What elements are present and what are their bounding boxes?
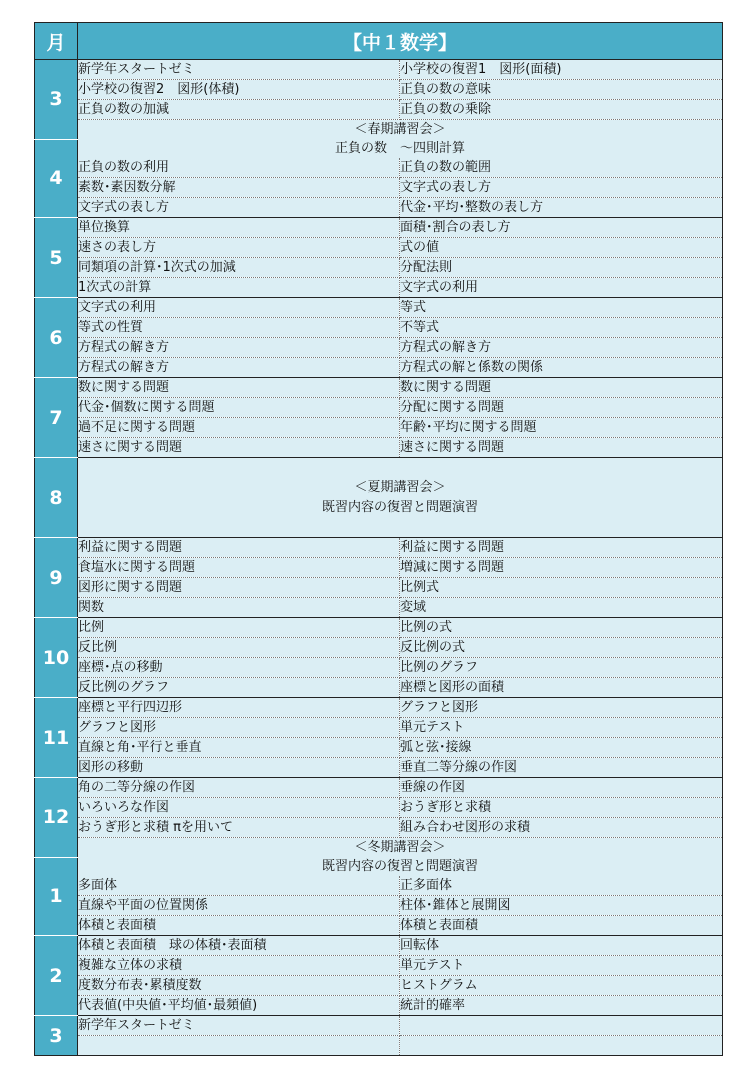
lesson-topic-right: 弧と弦･接線 xyxy=(400,738,723,758)
table-row xyxy=(35,80,723,100)
lesson-topic-left: いろいろな作図 xyxy=(78,798,400,818)
table-row xyxy=(35,598,723,618)
lesson-topic-right: 面積･割合の表し方 xyxy=(400,218,723,238)
lesson-topic-right: 増減に関する問題 xyxy=(400,558,723,578)
lesson-topic-left: 直線や平面の位置関係 xyxy=(78,896,400,916)
lesson-topic-left: 新学年スタートゼミ xyxy=(78,60,400,80)
lesson-topic-left: 文字式の表し方 xyxy=(78,198,400,218)
month-cell: 10 xyxy=(35,618,78,698)
lesson-topic-left: 新学年スタートゼミ xyxy=(78,1016,400,1036)
table-row xyxy=(35,198,723,218)
lesson-topic-right: 利益に関する問題 xyxy=(400,538,723,558)
table-row xyxy=(35,698,723,718)
lesson-topic-right: おうぎ形と求積 xyxy=(400,798,723,818)
lesson-topic-left: 図形に関する問題 xyxy=(78,578,400,598)
lesson-topic-right: 等式 xyxy=(400,298,723,318)
lesson-topic-left: 反比例のグラフ xyxy=(78,678,400,698)
lesson-topic-left: 利益に関する問題 xyxy=(78,538,400,558)
lesson-topic-left: 正負の数の加減 xyxy=(78,100,400,120)
lesson-topic-left: 度数分布表･累積度数 xyxy=(78,976,400,996)
table-row xyxy=(35,896,723,916)
lesson-topic-right: 数に関する問題 xyxy=(400,378,723,398)
table-row xyxy=(35,678,723,698)
lesson-topic-left: 素数･素因数分解 xyxy=(78,178,400,198)
lesson-topic-right: 小学校の復習1 図形(面積) xyxy=(400,60,723,80)
table-row xyxy=(35,738,723,758)
lesson-topic-left: 直線と角･平行と垂直 xyxy=(78,738,400,758)
table-header-row xyxy=(35,23,723,60)
lesson-topic-right: 反比例の式 xyxy=(400,638,723,658)
table-row xyxy=(35,618,723,638)
table-row xyxy=(35,358,723,378)
lesson-topic-right: 変域 xyxy=(400,598,723,618)
table-row xyxy=(35,876,723,896)
lesson-topic-right: 体積と表面積 xyxy=(400,916,723,936)
lesson-topic-left: 速さに関する問題 xyxy=(78,438,400,458)
table-row xyxy=(35,976,723,996)
table-row xyxy=(35,857,723,876)
lesson-topic-right: グラフと図形 xyxy=(400,698,723,718)
lesson-topic-right: 文字式の利用 xyxy=(400,278,723,298)
lesson-topic-left: 関数 xyxy=(78,598,400,618)
lesson-topic-right: 組み合わせ図形の求積 xyxy=(400,818,723,838)
lesson-topic-left: 複雑な立体の求積 xyxy=(78,956,400,976)
table-row xyxy=(35,398,723,418)
lesson-topic-left: 正負の数の利用 xyxy=(78,158,400,178)
lesson-topic-right: 文字式の表し方 xyxy=(400,178,723,198)
lesson-topic-left: 単位換算 xyxy=(78,218,400,238)
lesson-topic-right: 年齢･平均に関する問題 xyxy=(400,418,723,438)
lesson-topic-right: 単元テスト xyxy=(400,956,723,976)
lesson-topic-right: 比例の式 xyxy=(400,618,723,638)
summer-course-title: ＜夏期講習会＞ xyxy=(354,479,446,495)
lesson-topic-left: 比例 xyxy=(78,618,400,638)
lesson-topic-right: 式の値 xyxy=(400,238,723,258)
month-cell: 12 xyxy=(35,778,78,858)
table-row xyxy=(35,1016,723,1036)
table-row xyxy=(35,418,723,438)
summer-course-topic: 既習内容の復習と問題演習 xyxy=(322,499,479,515)
table-row xyxy=(35,818,723,838)
lesson-topic-right: 比例のグラフ xyxy=(400,658,723,678)
winter-course-title: ＜冬期講習会＞ xyxy=(78,838,723,858)
lesson-topic-right: 回転体 xyxy=(400,936,723,956)
table-row xyxy=(35,120,723,140)
lesson-topic-left: 食塩水に関する問題 xyxy=(78,558,400,578)
lesson-topic-right: 正負の数の意味 xyxy=(400,80,723,100)
table-row xyxy=(35,578,723,598)
table-row xyxy=(35,638,723,658)
table-row xyxy=(35,936,723,956)
month-cell: 3 xyxy=(35,60,78,140)
spring-course-topic: 正負の数 ～四則計算 xyxy=(78,139,723,158)
lesson-topic-left: 角の二等分線の作図 xyxy=(78,778,400,798)
table-row xyxy=(35,798,723,818)
lesson-topic-right: 代金･平均･整数の表し方 xyxy=(400,198,723,218)
lesson-topic-right: 分配法則 xyxy=(400,258,723,278)
lesson-topic-left: 座標･点の移動 xyxy=(78,658,400,678)
lesson-topic-right: 正負の数の乗除 xyxy=(400,100,723,120)
lesson-topic-left: 文字式の利用 xyxy=(78,298,400,318)
lesson-topic-left: 過不足に関する問題 xyxy=(78,418,400,438)
lesson-topic-right: 統計的確率 xyxy=(400,996,723,1016)
table-row xyxy=(35,178,723,198)
lesson-topic-left: 1次式の計算 xyxy=(78,278,400,298)
lesson-topic-right: 垂直二等分線の作図 xyxy=(400,758,723,778)
lesson-topic-right: 比例式 xyxy=(400,578,723,598)
lesson-topic-right xyxy=(400,1036,723,1056)
lesson-topic-left: 等式の性質 xyxy=(78,318,400,338)
table-row xyxy=(35,538,723,558)
lesson-topic-left: 体積と表面積 xyxy=(78,916,400,936)
lesson-topic-right xyxy=(400,1016,723,1036)
month-header: 月 xyxy=(35,23,78,60)
month-cell: 2 xyxy=(35,936,78,1016)
lesson-topic-left: おうぎ形と求積 πを用いて xyxy=(78,818,400,838)
table-row xyxy=(35,338,723,358)
month-cell: 5 xyxy=(35,218,78,298)
table-row xyxy=(35,718,723,738)
table-row xyxy=(35,298,723,318)
table-row xyxy=(35,60,723,80)
lesson-topic-right: 垂線の作図 xyxy=(400,778,723,798)
lesson-topic-left: グラフと図形 xyxy=(78,718,400,738)
month-cell: 1 xyxy=(35,857,78,936)
lesson-topic-left: 代金･個数に関する問題 xyxy=(78,398,400,418)
lesson-topic-left: 速さの表し方 xyxy=(78,238,400,258)
month-cell: 3 xyxy=(35,1016,78,1056)
table-row xyxy=(35,658,723,678)
table-title: 【中１数学】 xyxy=(78,23,723,60)
lesson-topic-right: 座標と図形の面積 xyxy=(400,678,723,698)
table-row xyxy=(35,758,723,778)
lesson-topic-right: 方程式の解と係数の関係 xyxy=(400,358,723,378)
table-row xyxy=(35,458,723,538)
lesson-topic-left: 反比例 xyxy=(78,638,400,658)
curriculum-table xyxy=(34,22,723,1056)
winter-course-topic: 既習内容の復習と問題演習 xyxy=(78,857,723,876)
month-cell: 9 xyxy=(35,538,78,618)
lesson-topic-right: 方程式の解き方 xyxy=(400,338,723,358)
table-row xyxy=(35,378,723,398)
lesson-topic-right: 柱体･錐体と展開図 xyxy=(400,896,723,916)
table-row xyxy=(35,238,723,258)
lesson-topic-left xyxy=(78,1036,400,1056)
lesson-topic-right: 正多面体 xyxy=(400,876,723,896)
lesson-topic-right: 正負の数の範囲 xyxy=(400,158,723,178)
lesson-topic-right: 単元テスト xyxy=(400,718,723,738)
month-cell: 6 xyxy=(35,298,78,378)
table-row xyxy=(35,139,723,158)
table-row xyxy=(35,996,723,1016)
summer-course-cell xyxy=(78,458,723,538)
table-row xyxy=(35,100,723,120)
lesson-topic-right: ヒストグラム xyxy=(400,976,723,996)
table-row xyxy=(35,158,723,178)
table-row xyxy=(35,778,723,798)
month-cell: 8 xyxy=(35,458,78,538)
lesson-topic-left: 多面体 xyxy=(78,876,400,896)
table-row xyxy=(35,558,723,578)
table-row xyxy=(35,956,723,976)
lesson-topic-right: 不等式 xyxy=(400,318,723,338)
month-cell: 4 xyxy=(35,139,78,218)
lesson-topic-left: 同類項の計算･1次式の加減 xyxy=(78,258,400,278)
table-row xyxy=(35,838,723,858)
lesson-topic-left: 小学校の復習2 図形(体積) xyxy=(78,80,400,100)
lesson-topic-left: 方程式の解き方 xyxy=(78,358,400,378)
table-row xyxy=(35,218,723,238)
table-row xyxy=(35,278,723,298)
lesson-topic-left: 体積と表面積 球の体積･表面積 xyxy=(78,936,400,956)
spring-course-title: ＜春期講習会＞ xyxy=(78,120,723,140)
table-row xyxy=(35,916,723,936)
lesson-topic-left: 方程式の解き方 xyxy=(78,338,400,358)
lesson-topic-left: 座標と平行四辺形 xyxy=(78,698,400,718)
lesson-topic-left: 図形の移動 xyxy=(78,758,400,778)
lesson-topic-left: 数に関する問題 xyxy=(78,378,400,398)
month-cell: 7 xyxy=(35,378,78,458)
lesson-topic-left: 代表値(中央値･平均値･最頻値) xyxy=(78,996,400,1016)
table-row xyxy=(35,258,723,278)
month-cell: 11 xyxy=(35,698,78,778)
table-row xyxy=(35,318,723,338)
lesson-topic-right: 分配に関する問題 xyxy=(400,398,723,418)
table-row xyxy=(35,438,723,458)
lesson-topic-right: 速さに関する問題 xyxy=(400,438,723,458)
table-row xyxy=(35,1036,723,1056)
